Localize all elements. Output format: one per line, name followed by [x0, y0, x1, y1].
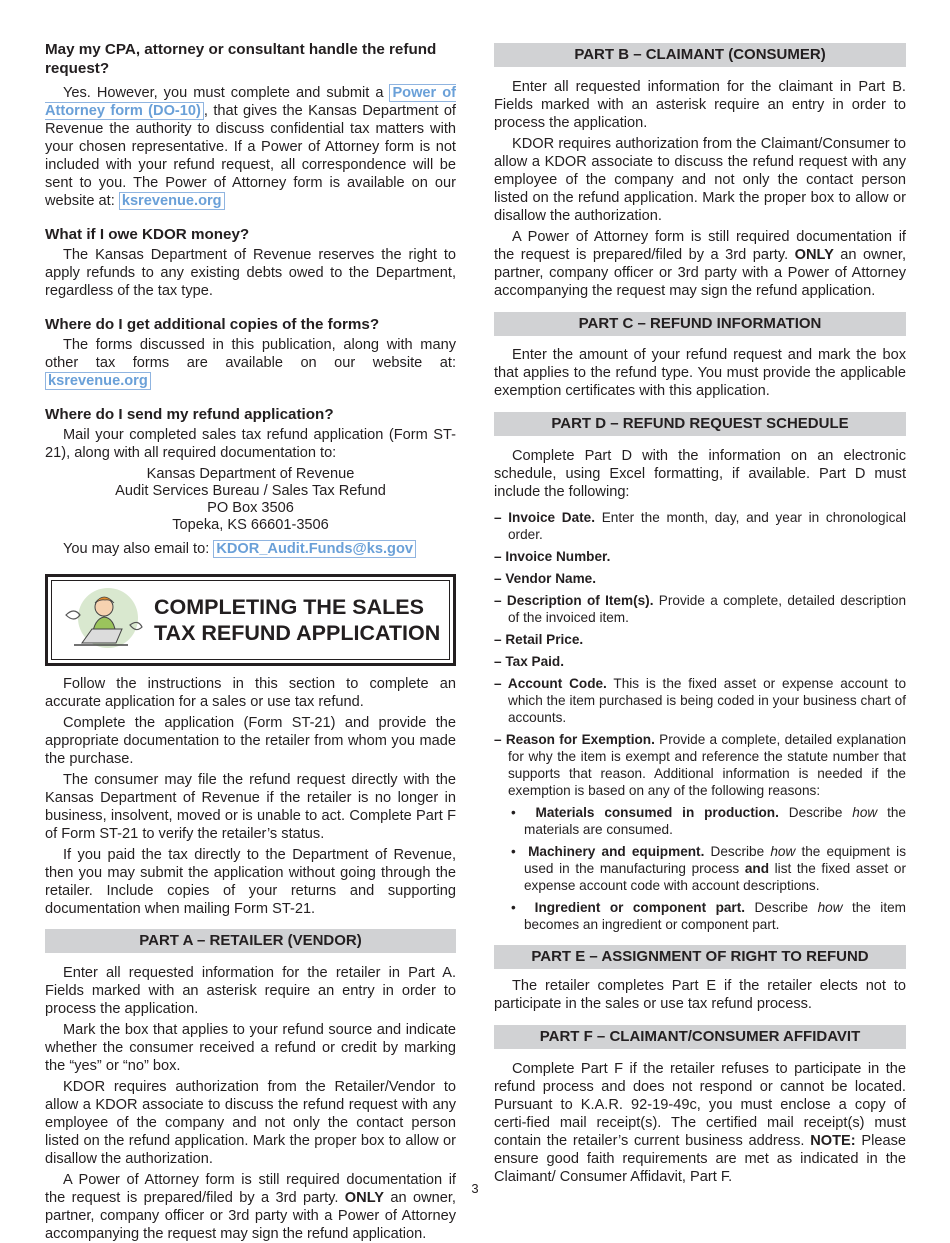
ksrevenue-link[interactable]: ksrevenue.org — [119, 192, 225, 210]
schedule-item: – Reason for Exemption. Provide a complete, detailed explanation for why the item is exempt and reference the statute number that supports that reason. Additional information is needed if the exemption is based on any of the following reasons: — [494, 732, 907, 798]
right-column — [494, 43, 906, 1186]
page-number: 3 — [471, 1181, 479, 1196]
faq-heading-representative: May my CPA, attorney or consultant handle the refund request? — [45, 41, 437, 77]
audit-email-link[interactable]: KDOR_Audit.Funds@ks.gov — [213, 540, 416, 558]
banner-title: COMPLETING THE SALES TAX REFUND APPLICATION — [154, 595, 441, 645]
part-d-header: PART D – REFUND REQUEST SCHEDULE — [494, 412, 906, 436]
part-c-paragraph: Enter the amount of your refund request and mark the box that applies to the refund type. You must provide the applicable exemption certificates with this application. — [494, 347, 906, 399]
schedule-item: – Invoice Date. Enter the month, day, and year in chronological order. — [494, 510, 906, 542]
email-line: You may also email to: KDOR_Audit.Funds@ks.gov — [45, 540, 456, 558]
schedule-item: – Invoice Number. — [494, 549, 611, 564]
address-line: Kansas Department of Revenue — [146, 466, 355, 482]
address-line: PO Box 3506 — [207, 500, 294, 516]
exemption-reason-item: • Materials consumed in production. Describe how the materials are consumed. — [511, 805, 906, 837]
part-d-paragraph: Complete Part D with the information on an electronic schedule, using Excel formatting, if available. Part D must include the following: — [494, 448, 906, 500]
part-b-header: PART B – CLAIMANT (CONSUMER) — [494, 43, 906, 67]
intro-paragraph: Complete the application (Form ST-21) and provide the appropriate documentation to the retailer from whom you made the purchase. — [45, 715, 456, 767]
address-line: Audit Services Bureau / Sales Tax Refund — [115, 483, 386, 499]
schedule-item: – Retail Price. — [494, 632, 584, 647]
intro-paragraph: If you paid the tax directly to the Department of Revenue, then you may submit the application without going through the retailer. Include copies of your returns and supporting documentation when mailing Form ST-21. — [45, 847, 456, 917]
part-b-paragraph: A Power of Attorney form is still required documentation if the request is prepared/filed by a 3rd party. ONLY an owner, partner, company officer or 3rd party with a Power of Attorney accompanying the request may sign the refund application. — [494, 229, 906, 299]
schedule-item: – Description of Item(s). Provide a complete, detailed description of the invoiced item. — [494, 593, 907, 625]
address-line: Topeka, KS 66601-3506 — [172, 517, 329, 533]
part-a-paragraph: KDOR requires authorization from the Retailer/Vendor to allow a KDOR associate to discuss the refund request with any employee of the company and not only the contact person listed on the refund application. Mark the proper box to allow or disallow the authorization. — [45, 1079, 456, 1167]
schedule-item: – Account Code. This is the fixed asset or expense account to which the item purchased is being coded in your business chart of accounts. — [494, 676, 907, 725]
part-a-paragraph: Enter all requested information for the retailer in Part A. Fields marked with an asterisk require an entry in order to process the application. — [45, 965, 456, 1017]
faq-heading-owe-money: What if I owe KDOR money? — [45, 226, 250, 243]
section-banner — [45, 574, 456, 666]
exemption-reason-item: • Ingredient or component part. Describe how the item becomes an ingredient or component part. — [511, 900, 906, 932]
faq-answer-representative: Yes. However, you must complete and submit a Power of Attorney form (DO-10) , that gives the Kansas Department of Revenue the authority to discuss confidential tax matters with your chosen representative. If a Power of Attorney form is not included with your refund request, all correspondence will be sent to you. The Power of Attorney form is available on our website at: ksrevenue.org — [45, 85, 456, 209]
faq-answer-copies: The forms discussed in this publication, along with many other tax forms are available on our website at: ksrevenue.org — [45, 337, 456, 389]
part-e-paragraph: The retailer completes Part E if the retailer elects not to participate in the sales or use tax refund process. — [494, 978, 906, 1012]
part-f-paragraph: Complete Part F if the retailer refuses to participate in the refund process and does not respond or cannot be located. Pursuant to K.A.R. 92-19-49c, you must enclose a copy of certi-fied mail receipt(s). The certified mail receipt(s) must contain the retailer’s current business address. NOTE: Please ensure good faith requirements are met as indicated in the Claimant/ Consumer Affidavit, Part F. — [494, 1061, 906, 1185]
mailing-address — [45, 466, 456, 534]
power-of-attorney-link[interactable]: Power of Attorney form (DO-10) — [45, 85, 456, 119]
part-b-paragraph: KDOR requires authorization from the Claimant/Consumer to allow a KDOR associate to discuss the refund request with any employee of the company and not only the contact person listed on the refund application. Mark the proper box to allow or disallow the authorization. — [494, 136, 906, 224]
faq-answer-send: Mail your completed sales tax refund application (Form ST-21), along with all required documentation to: — [45, 427, 456, 461]
schedule-item: – Tax Paid. — [494, 654, 565, 669]
part-b-paragraph: Enter all requested information for the claimant in Part B. Fields marked with an asterisk require an entry in order to process the application. — [494, 79, 906, 131]
part-f-header: PART F – CLAIMANT/CONSUMER AFFIDAVIT — [494, 1025, 906, 1049]
intro-paragraph: Follow the instructions in this section to complete an accurate application for a sales or use tax refund. — [45, 676, 456, 710]
left-column — [45, 40, 456, 1243]
part-a-paragraph: A Power of Attorney form is still required documentation if the request is prepared/filed by a 3rd party. ONLY an owner, partner, company officer or 3rd party with a Power of Attorney accompanying the request may sign the refund application. — [45, 1172, 456, 1242]
part-a-paragraph: Mark the box that applies to your refund source and indicate whether the consumer received a refund or credit by marking the “yes” or “no” box. — [45, 1022, 456, 1074]
intro-paragraph: The consumer may file the refund request directly with the Kansas Department of Revenue if the retailer is no longer in business, insolvent, moved or is unable to act. Complete Part F of Form ST-21 to verify the retailer’s status. — [45, 772, 456, 842]
part-e-header: PART E – ASSIGNMENT OF RIGHT TO REFUND — [494, 945, 906, 969]
schedule-item: – Vendor Name. — [494, 571, 596, 586]
ksrevenue-link[interactable]: ksrevenue.org — [45, 372, 151, 390]
faq-heading-send: Where do I send my refund application? — [45, 406, 334, 423]
part-c-header: PART C – REFUND INFORMATION — [494, 312, 906, 336]
part-a-header: PART A – RETAILER (VENDOR) — [45, 929, 456, 953]
exemption-reason-item: • Machinery and equipment. Describe how the equipment is used in the manufacturing process and list the fixed asset or expense account code with account descriptions. — [511, 844, 906, 893]
faq-answer-owe-money: The Kansas Department of Revenue reserves the right to apply refunds to any existing debts owed to the Department, regardless of the tax type. — [45, 247, 456, 299]
person-at-laptop-icon — [58, 585, 148, 655]
faq-heading-copies: Where do I get additional copies of the forms? — [45, 316, 380, 333]
